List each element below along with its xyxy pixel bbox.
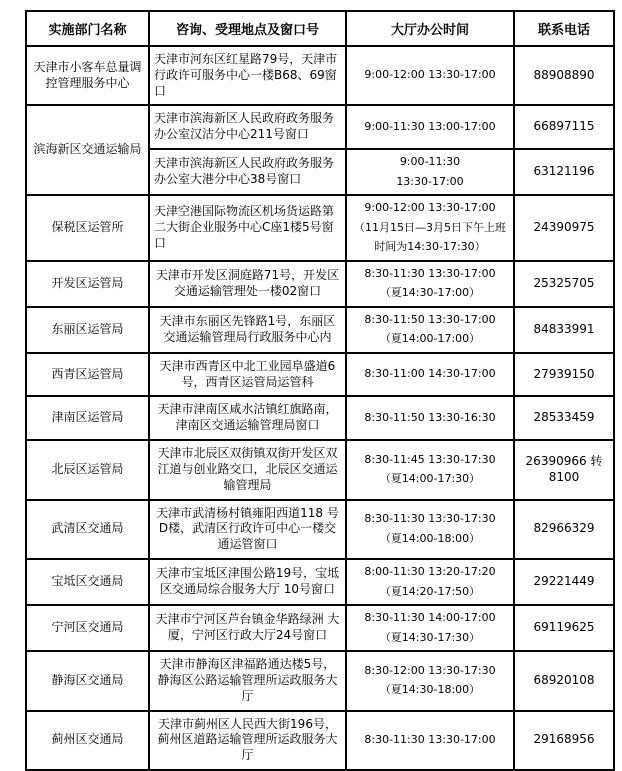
department-cell: 静海区交通局 (26, 651, 149, 710)
hours-cell (346, 711, 514, 770)
department-cell: 西青区运管局 (26, 353, 149, 397)
hours-cell (346, 651, 514, 710)
phone-cell: 25325705 (514, 261, 614, 307)
hours-cell (346, 195, 514, 261)
address-cell: 天津市宝坻区津围公路19号，宝坻区交通局综合服务大厅 10号窗口 (149, 559, 346, 605)
hours-line: （夏14:00-18:00） (379, 531, 481, 545)
table-row (26, 711, 614, 770)
table-row (26, 605, 614, 651)
hours-cell (346, 46, 514, 105)
department-cell: 保税区运管所 (26, 195, 149, 261)
hours-line: 8:00-11:30 13:20-17:20 (364, 565, 496, 579)
department-cell: 东丽区运管局 (26, 307, 149, 353)
hours-line: （夏14:00-17:30） (379, 472, 481, 486)
department-cell: 蓟州区交通局 (26, 711, 149, 770)
table-row (26, 396, 614, 440)
address-cell: 天津市滨海新区人民政府政务服务办公室汉沽分中心211号窗口 (149, 105, 346, 149)
table-row (26, 353, 614, 397)
hours-line: 8:30-11:00 14:30-17:00 (364, 367, 496, 381)
address-cell: 天津空港国际物流区机场货运路第二大街企业服务中心C座1楼5号窗口 (149, 195, 346, 261)
department-cell: 滨海新区交通运输局 (26, 105, 149, 195)
hours-line: 8:30-11:30 13:30-17:00 (364, 266, 496, 280)
table-body (26, 46, 614, 770)
header-row (26, 11, 614, 46)
table-row (26, 105, 614, 149)
hours-line: 9:00-12:00 13:30-17:00 (364, 68, 496, 82)
address-cell: 天津市西青区中北工业园阜盛道6号，西青区运管局运管科 (149, 353, 346, 397)
phone-cell: 29221449 (514, 559, 614, 605)
address-cell: 天津市河东区红星路79号，天津市行政许可服务中心一楼B68、69窗口 (149, 46, 346, 105)
column-header-location: 咨询、受理地点及窗口号 (149, 11, 346, 46)
contact-info-table (25, 10, 615, 771)
hours-cell (346, 605, 514, 651)
table-row (26, 46, 614, 105)
hours-cell (346, 307, 514, 353)
hours-cell (346, 149, 514, 195)
table-row (26, 195, 614, 261)
hours-line: 8:30-11:45 13:30-17:30 (364, 452, 496, 466)
address-cell: 天津市蓟州区人民西大街196号，蓟州区道路运输管理所运政服务大厅 (149, 711, 346, 770)
hours-cell (346, 559, 514, 605)
table-header (26, 11, 614, 46)
hours-line: （夏14:30-18:00） (379, 683, 481, 697)
hours-line: 8:30-11:30 13:30-17:30 (364, 512, 496, 526)
address-cell: 天津市北辰区双街镇双街开发区双江道与创业路交口，北辰区交通运输管理局 (149, 440, 346, 499)
department-cell: 津南区运管局 (26, 396, 149, 440)
department-cell: 北辰区运管局 (26, 440, 149, 499)
table-row (26, 500, 614, 559)
hours-cell (346, 440, 514, 499)
address-cell: 天津市宁河区芦台镇金华路绿洲 大厦，宁河区行政大厅24号窗口 (149, 605, 346, 651)
phone-cell: 84833991 (514, 307, 614, 353)
hours-cell (346, 500, 514, 559)
hours-line: 8:30-11:50 13:30-16:30 (364, 411, 496, 424)
address-cell: 天津市津南区咸水沽镇红旗路南，津南区交通运输管理局窗口 (149, 396, 346, 440)
hours-cell (346, 353, 514, 397)
column-header-department: 实施部门名称 (26, 11, 149, 46)
hours-line: 8:30-12:00 13:30-17:30 (364, 663, 496, 677)
phone-cell: 26390966 转 8100 (514, 440, 614, 499)
department-cell: 天津市小客车总量调控管理服务中心 (26, 46, 149, 105)
phone-cell: 28533459 (514, 396, 614, 440)
phone-cell: 29168956 (514, 711, 614, 770)
hours-cell (346, 105, 514, 149)
department-cell: 宁河区交通局 (26, 605, 149, 651)
hours-line: 8:30-11:30 14:00-17:00 (364, 611, 496, 625)
hours-line: 8:30-11:30 13:30-17:00 (364, 733, 496, 747)
phone-cell: 27939150 (514, 353, 614, 397)
table-row (26, 440, 614, 499)
table-row (26, 307, 614, 353)
hours-line: 9:00-12:00 13:30-17:00 (364, 201, 496, 215)
hours-line: （11月15日—3月5日下午上班 (354, 220, 506, 234)
column-header-hours: 大厅办公时间 (346, 11, 514, 46)
hours-line: 时间为14:30-17:30） (374, 240, 486, 254)
hours-line: 9:00-11:30 13:00-17:00 (364, 120, 496, 134)
address-cell: 天津市武清杨村镇雍阳西道118 号D楼，武清区行政许可中心一楼交通运管窗口 (149, 500, 346, 559)
table-row (26, 559, 614, 605)
address-cell: 天津市开发区洞庭路71号，开发区交通运输管理处一楼02窗口 (149, 261, 346, 307)
department-cell: 宝坻区交通局 (26, 559, 149, 605)
phone-cell: 69119625 (514, 605, 614, 651)
column-header-phone: 联系电话 (514, 11, 614, 46)
hours-line: 9:00-11:30 (399, 155, 461, 169)
phone-cell: 88908890 (514, 46, 614, 105)
hours-line: （夏14:30-17:00） (379, 286, 481, 300)
hours-line: （夏14:00-17:00） (379, 332, 481, 346)
department-cell: 开发区运管局 (26, 261, 149, 307)
phone-cell: 24390975 (514, 195, 614, 261)
table-row (26, 261, 614, 307)
address-cell: 天津市静海区津福路通达楼5号，静海区公路运输管理所运政服务大厅 (149, 651, 346, 710)
hours-line: （夏14:30-17:30） (379, 630, 481, 644)
hours-line: 8:30-11:50 13:30-17:00 (364, 312, 496, 326)
phone-cell: 68920108 (514, 651, 614, 710)
hours-cell (346, 396, 514, 440)
phone-cell: 66897115 (514, 105, 614, 149)
hours-cell (346, 261, 514, 307)
hours-line: 13:30-17:00 (396, 174, 464, 188)
address-cell: 天津市滨海新区人民政府政务服务办公室大港分中心38号窗口 (149, 149, 346, 195)
address-cell: 天津市东丽区先锋路1号，东丽区交通运输管理局行政服务中心内 (149, 307, 346, 353)
phone-cell: 82966329 (514, 500, 614, 559)
phone-cell: 63121196 (514, 149, 614, 195)
table-row (26, 651, 614, 710)
department-cell: 武清区交通局 (26, 500, 149, 559)
hours-line: （夏14:20-17:50） (379, 584, 481, 598)
